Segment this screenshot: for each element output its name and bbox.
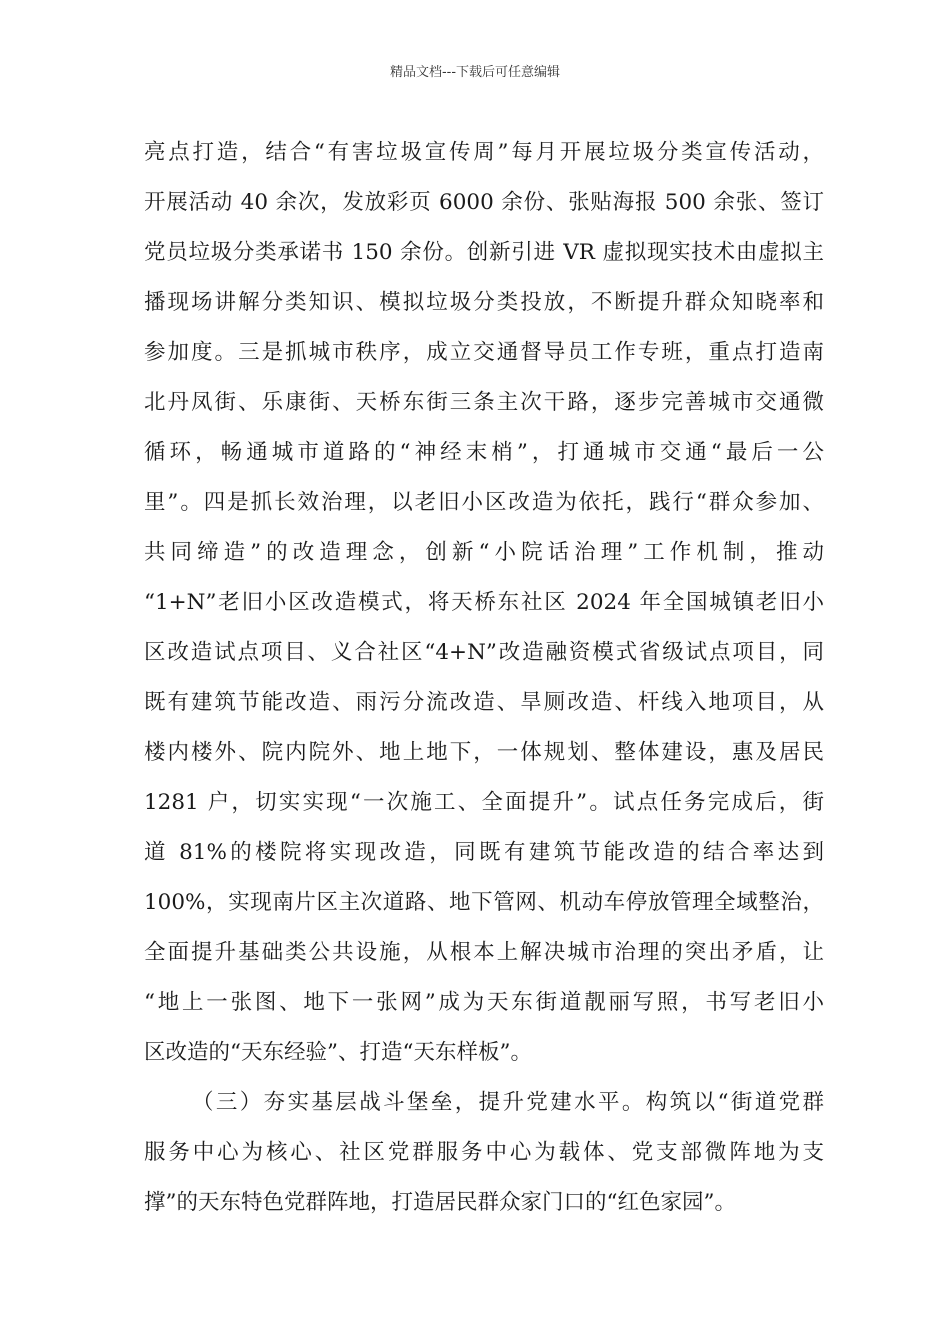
text-line: 100%，实现南片区主次道路、地下管网、机动车停放管理全域整治， (144, 890, 824, 915)
text-line: 撑”的天东特色党群阵地，打造居民群众家门口的“红色家园”。 (144, 1190, 736, 1215)
page-header: 精品文档---下载后可任意编辑 (389, 65, 561, 80)
text-line: 楼内楼外、院内院外、地上地下，一体规划、整体建设，惠及居民 (144, 740, 824, 765)
text-line: 里”。四是抓长效治理，以老旧小区改造为依托，践行“群众参加、 (144, 490, 824, 515)
text-line: 既有建筑节能改造、雨污分流改造、旱厕改造、杆线入地项目，从 (144, 690, 824, 715)
text-line: 区改造试点项目、义合社区“4+N”改造融资模式省级试点项目，同 (144, 640, 824, 665)
document-body (144, 128, 824, 1228)
section-heading-line: （三）夯实基层战斗堡垒，提升党建水平。构筑以“街道党群 (192, 1090, 824, 1115)
text-line: 播现场讲解分类知识、模拟垃圾分类投放，不断提升群众知晓率和 (144, 290, 824, 315)
text-line: 开展活动 40 余次，发放彩页 6000 余份、张贴海报 500 余张、签订 (144, 190, 824, 215)
text-line: “地上一张图、地下一张网”成为天东街道靓丽写照，书写老旧小 (144, 990, 824, 1015)
text-line: 参加度。三是抓城市秩序，成立交通督导员工作专班，重点打造南 (144, 340, 824, 365)
text-line: “1+N”老旧小区改造模式，将天桥东社区 2024 年全国城镇老旧小 (144, 590, 824, 615)
text-line: 服务中心为核心、社区党群服务中心为载体、党支部微阵地为支 (144, 1140, 824, 1165)
text-line: 北丹凤街、乐康街、天桥东街三条主次干路，逐步完善城市交通微 (144, 390, 824, 415)
text-line: 道 81%的楼院将实现改造，同既有建筑节能改造的结合率达到 (144, 840, 824, 865)
text-line: 党员垃圾分类承诺书 150 余份。创新引进 VR 虚拟现实技术由虚拟主 (144, 240, 824, 265)
text-line: 循环，畅通城市道路的“神经末梢”，打通城市交通“最后一公 (144, 440, 824, 465)
text-line: 区改造的“天东经验”、打造“天东样板”。 (144, 1040, 532, 1065)
text-line: 亮点打造，结合“有害垃圾宣传周”每月开展垃圾分类宣传活动， (144, 140, 824, 165)
text-line: 全面提升基础类公共设施，从根本上解决城市治理的突出矛盾，让 (144, 940, 824, 965)
text-line: 共同缔造”的改造理念，创新“小院话治理”工作机制，推动 (144, 540, 824, 565)
text-line: 1281 户，切实实现“一次施工、全面提升”。试点任务完成后，街 (144, 790, 824, 815)
